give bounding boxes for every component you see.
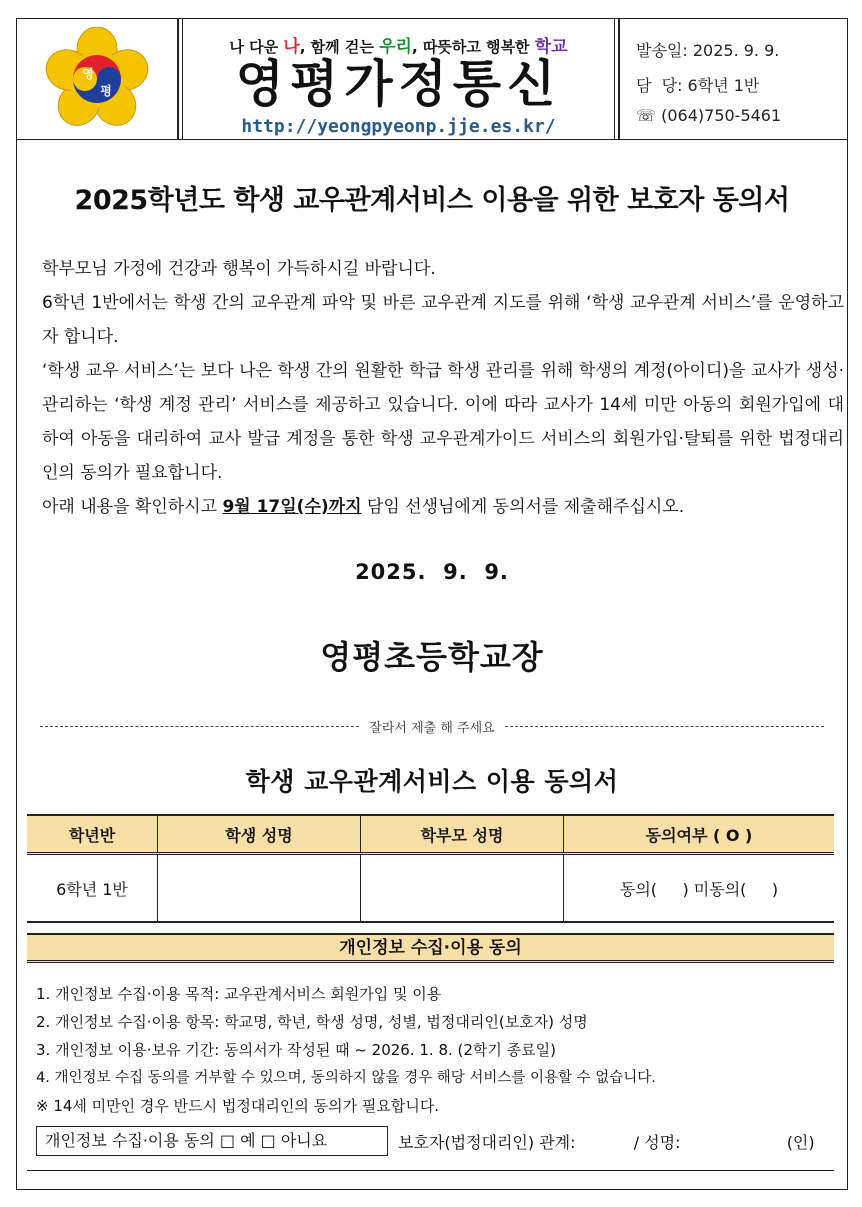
privacy-heading: 개인정보 수집·이용 동의 [27, 933, 834, 963]
charge: 담 당: 6학년 1반 [636, 76, 760, 95]
form-title: 학생 교우관계서비스 이용 동의서 [245, 767, 619, 796]
consent-table [27, 814, 834, 923]
cut-line [40, 716, 824, 736]
logo-char-2: 평 [99, 84, 112, 98]
privacy-item: 2. 개인정보 수집·이용 항목: 학교명, 학년, 학생 성명, 성별, 법정대리인(보호자) 성명 [36, 1013, 588, 1031]
newsletter-title: 영평가정통신 [235, 55, 562, 113]
principal-signature: 영평초등학교장 [320, 638, 544, 676]
slogan-text: , 따뜻하고 행복한 [411, 38, 535, 56]
paragraph-service: ‘학생 교우 서비스’는 보다 나은 학생 간의 원활한 학급 학생 관리를 위해 학생의 계정(아이디)을 교사가 생성·관리하는 ‘학생 계정 관리’ 서비스를 제공하고 있습니다. 이에 따라 교사가 14세 미만 아동의 회원가입에 대하여 아동을 대리하여 교사 발급 계정을 통한 학생 교우관계가이드 서비스의 회원가입·탈퇴를 위한 법정대리인의 동의가 필요합니다. [42, 361, 844, 483]
slogan-highlight-school: 학교 [534, 37, 568, 57]
privacy-note: ※ 14세 미만인 경우 반드시 법정대리인의 동의가 필요합니다. [36, 1097, 440, 1115]
deadline-post: 담임 선생님에게 동의서를 제출해주십시오. [361, 497, 685, 517]
document-date: 2025. 9. 9. [355, 560, 509, 584]
cell-consent[interactable]: 동의( ) 미동의( ) [564, 854, 835, 923]
privacy-list [36, 980, 836, 1120]
seal-mark: (인) [786, 1133, 815, 1152]
document-title: 2025학년도 학생 교우관계서비스 이용을 위한 보호자 동의서 [74, 185, 790, 216]
slogan-highlight-uri: 우리 [379, 37, 412, 57]
table-row [27, 854, 834, 923]
logo-char-1: 영 [81, 67, 94, 81]
paragraph-greeting: 학부모님 가정에 건강과 행복이 가득하시길 바랍니다. [42, 259, 436, 279]
header-consent: 동의여부 ( O ) [564, 815, 835, 854]
privacy-item: 1. 개인정보 수집·이용 목적: 교우관계서비스 회원가입 및 이용 [36, 985, 442, 1003]
school-emblem-icon [41, 27, 153, 131]
slogan-text: 나 다운 [229, 38, 284, 56]
school-logo [16, 18, 178, 140]
deadline-pre: 아래 내용을 확인하시고 [42, 497, 223, 517]
slogan-text: , 함께 걷는 [299, 38, 380, 56]
privacy-consent-checkbox[interactable]: 개인정보 수집·이용 동의 □ 예 □ 아니요 [36, 1126, 388, 1156]
bottom-rule [27, 1170, 834, 1171]
privacy-item: 4. 개인정보 수집 동의를 거부할 수 있으며, 동의하지 않을 경우 해당 서비스를 이용할 수 없습니다. [36, 1070, 656, 1086]
guardian-relation-label: 보호자(법정대리인) 관계: [398, 1133, 576, 1152]
info-cell [620, 18, 848, 140]
title-cell [178, 18, 620, 140]
deadline-date: 9월 17일(수)까지 [222, 497, 362, 517]
guardian-signature-line [398, 1130, 818, 1153]
paragraph-deadline [18, 490, 844, 524]
header-grade: 학년반 [27, 815, 158, 854]
cell-grade: 6학년 1반 [27, 854, 158, 923]
school-url-link[interactable]: http://yeongpyeonp.jje.es.kr/ [241, 116, 556, 137]
phone-icon: ☏ [636, 106, 657, 125]
cell-student-name[interactable] [158, 854, 361, 923]
cut-line-text: 잘라서 제출 해 주세요 [369, 720, 495, 736]
header-parent-name: 학부모 성명 [361, 815, 564, 854]
privacy-item: 3. 개인정보 이용·보유 기간: 동의서가 작성된 때 ~ 2026. 1. 8. (2학기 종료일) [36, 1041, 557, 1059]
slogan-highlight-na: 나 [283, 37, 300, 57]
newsletter-header [16, 18, 848, 140]
phone-number: (064)750-5461 [661, 106, 782, 125]
phone-line [636, 106, 781, 125]
guardian-name-label: / 성명: [633, 1133, 681, 1152]
header-student-name: 학생 성명 [158, 815, 361, 854]
paragraph-purpose: 6학년 1반에서는 학생 간의 교우관계 파악 및 바른 교우관계 지도를 위해 ‘학생 교우관계 서비스’를 운영하고자 합니다. [42, 293, 844, 347]
table-header-row [27, 815, 834, 854]
sent-date: 발송일: 2025. 9. 9. [636, 41, 780, 60]
cut-dash-left [40, 726, 359, 727]
cell-parent-name[interactable] [361, 854, 564, 923]
cut-dash-right [505, 726, 824, 727]
intro-paragraphs [18, 252, 844, 524]
